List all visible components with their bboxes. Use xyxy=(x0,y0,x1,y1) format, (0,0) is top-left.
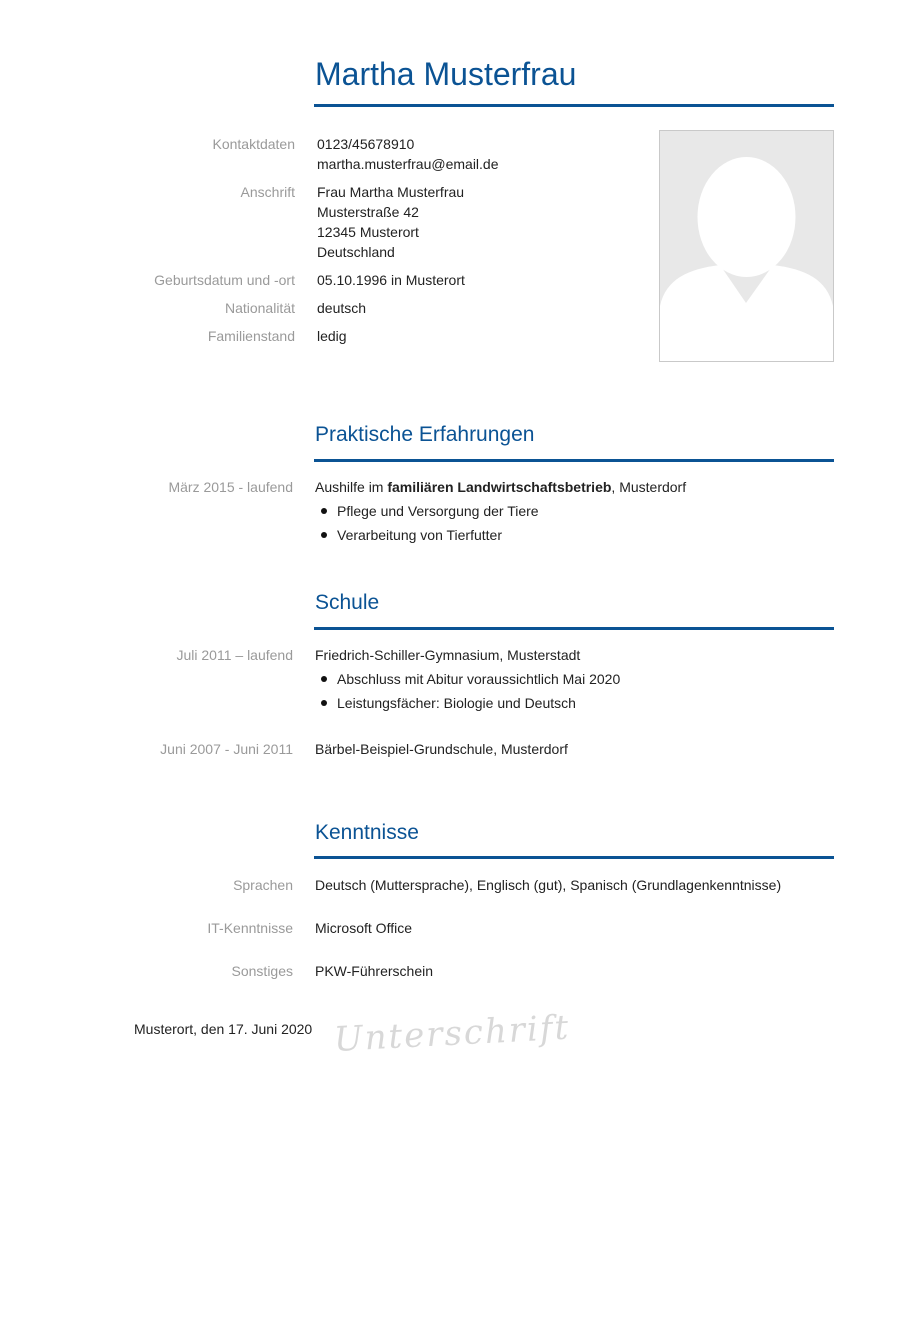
list-item xyxy=(315,525,539,545)
nationality-label: Nationalität xyxy=(224,300,295,316)
list-item-text: Verarbeitung von Tierfutter xyxy=(337,527,502,543)
birth-label: Geburtsdatum und -ort xyxy=(154,272,295,288)
position-prefix: Aushilfe im xyxy=(315,479,388,495)
experience-position xyxy=(315,477,686,497)
name-divider xyxy=(314,104,834,107)
address-line: Deutschland xyxy=(317,244,395,260)
bullet-icon xyxy=(321,532,327,538)
list-item-text: Abschluss mit Abitur voraussichtlich Mai 2020 xyxy=(337,671,621,687)
list-item-text: Leistungsfächer: Biologie und Deutsch xyxy=(337,695,576,711)
list-item-text: Pflege und Versorgung der Tiere xyxy=(337,503,539,519)
experience-period: März 2015 - laufend xyxy=(168,479,293,495)
nationality-value: deutsch xyxy=(317,300,367,316)
person-silhouette-icon xyxy=(660,131,833,361)
school-divider xyxy=(314,627,834,630)
school-bullets xyxy=(315,669,620,717)
bullet-icon xyxy=(321,676,327,682)
birth-value: 05.10.1996 in Musterort xyxy=(317,272,465,288)
it-skills-value: Microsoft Office xyxy=(315,920,412,936)
cv-name: Martha Musterfrau xyxy=(315,56,577,92)
contact-phone: 0123/45678910 xyxy=(317,136,415,152)
school-period: Juli 2011 – laufend xyxy=(176,647,293,663)
experience-bullets xyxy=(315,501,539,549)
address-line: 12345 Musterort xyxy=(317,224,419,240)
school-name: Friedrich-Schiller-Gymnasium, Musterstadt xyxy=(315,647,581,663)
bullet-icon xyxy=(321,700,327,706)
experience-divider xyxy=(314,459,834,462)
it-skills-label: IT-Kenntnisse xyxy=(207,920,293,936)
signature: Unterschrift xyxy=(332,1007,572,1060)
skills-divider xyxy=(314,856,834,859)
address-line: Frau Martha Musterfrau xyxy=(317,184,465,200)
contact-label: Kontaktdaten xyxy=(212,136,295,152)
profile-photo xyxy=(659,130,834,362)
address-label: Anschrift xyxy=(240,184,295,200)
marital-status-value: ledig xyxy=(317,328,347,344)
school-period: Juni 2007 - Juni 2011 xyxy=(160,741,293,757)
school-title: Schule xyxy=(315,591,380,614)
place-and-date: Musterort, den 17. Juni 2020 xyxy=(134,1021,313,1037)
other-skills-label: Sonstiges xyxy=(231,963,293,979)
list-item xyxy=(315,501,539,521)
employer-name: familiären Landwirtschaftsbetrieb xyxy=(387,479,612,495)
marital-status-label: Familienstand xyxy=(207,328,295,344)
languages-label: Sprachen xyxy=(233,877,293,893)
contact-email: martha.musterfrau@email.de xyxy=(317,156,499,172)
other-skills-value: PKW-Führerschein xyxy=(315,963,434,979)
bullet-icon xyxy=(321,508,327,514)
employer-location: , Musterdorf xyxy=(611,479,687,495)
school-name: Bärbel-Beispiel-Grundschule, Musterdorf xyxy=(315,741,568,757)
experience-title: Praktische Erfahrungen xyxy=(315,423,535,446)
list-item xyxy=(315,669,620,689)
list-item xyxy=(315,693,620,713)
address-line: Musterstraße 42 xyxy=(317,204,419,220)
skills-title: Kenntnisse xyxy=(315,821,419,844)
languages-value: Deutsch (Muttersprache), Englisch (gut), Spanisch (Grundlagenkenntnisse) xyxy=(315,877,782,893)
